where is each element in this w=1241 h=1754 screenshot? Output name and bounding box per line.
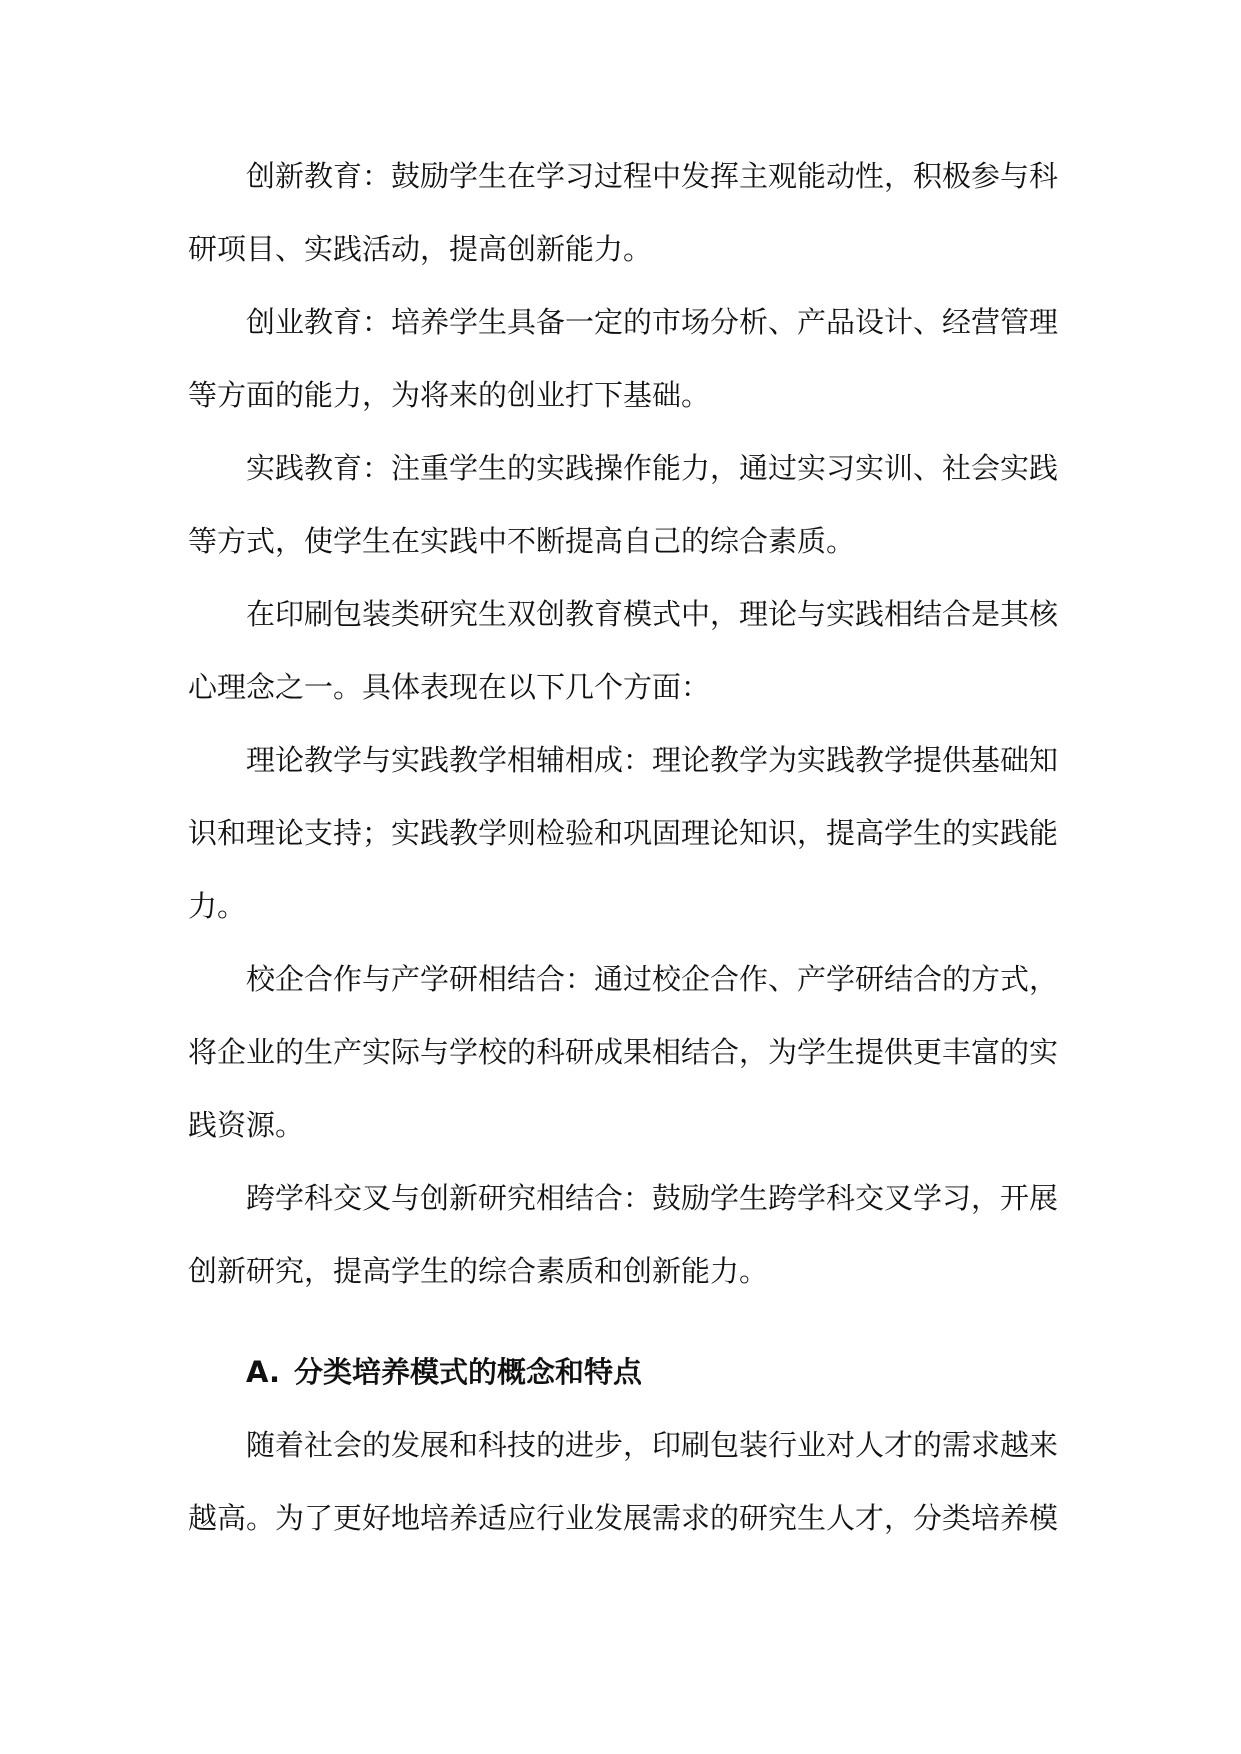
page-body <box>188 140 1058 1555</box>
paragraph-innovation-education: 创新教育：鼓励学生在学习过程中发挥主观能动性，积极参与科研项目、实践活动，提高创新能力。 <box>188 159 1059 266</box>
paragraph-theory-practice-intro: 在印刷包装类研究生双创教育模式中，理论与实践相结合是其核心理念之一。具体表现在以下几个方面： <box>188 597 1059 704</box>
paragraph-school-enterprise: 校企合作与产学研相结合：通过校企合作、产学研结合的方式，将企业的生产实际与学校的科研成果相结合，为学生提供更丰富的实践资源。 <box>188 962 1059 1142</box>
section-heading <box>188 1336 1058 1409</box>
paragraph-entrepreneurship-education: 创业教育：培养学生具备一定的市场分析、产品设计、经营管理等方面的能力，为将来的创业打下基础。 <box>188 305 1059 412</box>
section-heading-number: A. <box>246 1355 280 1389</box>
paragraph-practice-education: 实践教育：注重学生的实践操作能力，通过实习实训、社会实践等方式，使学生在实践中不断提高自己的综合素质。 <box>188 451 1059 558</box>
paragraph-theory-practice-teaching: 理论教学与实践教学相辅相成：理论教学为实践教学提供基础知识和理论支持；实践教学则检验和巩固理论知识，提高学生的实践能力。 <box>188 743 1059 923</box>
paragraph-interdisciplinary: 跨学科交叉与创新研究相结合：鼓励学生跨学科交叉学习，开展创新研究，提高学生的综合素质和创新能力。 <box>188 1181 1059 1288</box>
paragraph-classification-intro: 随着社会的发展和科技的进步，印刷包装行业对人才的需求越来越高。为了更好地培养适应行业发展需求的研究生人才，分类培养模 <box>188 1428 1059 1535</box>
section-heading-title: 分类培养模式的概念和特点 <box>294 1355 643 1389</box>
